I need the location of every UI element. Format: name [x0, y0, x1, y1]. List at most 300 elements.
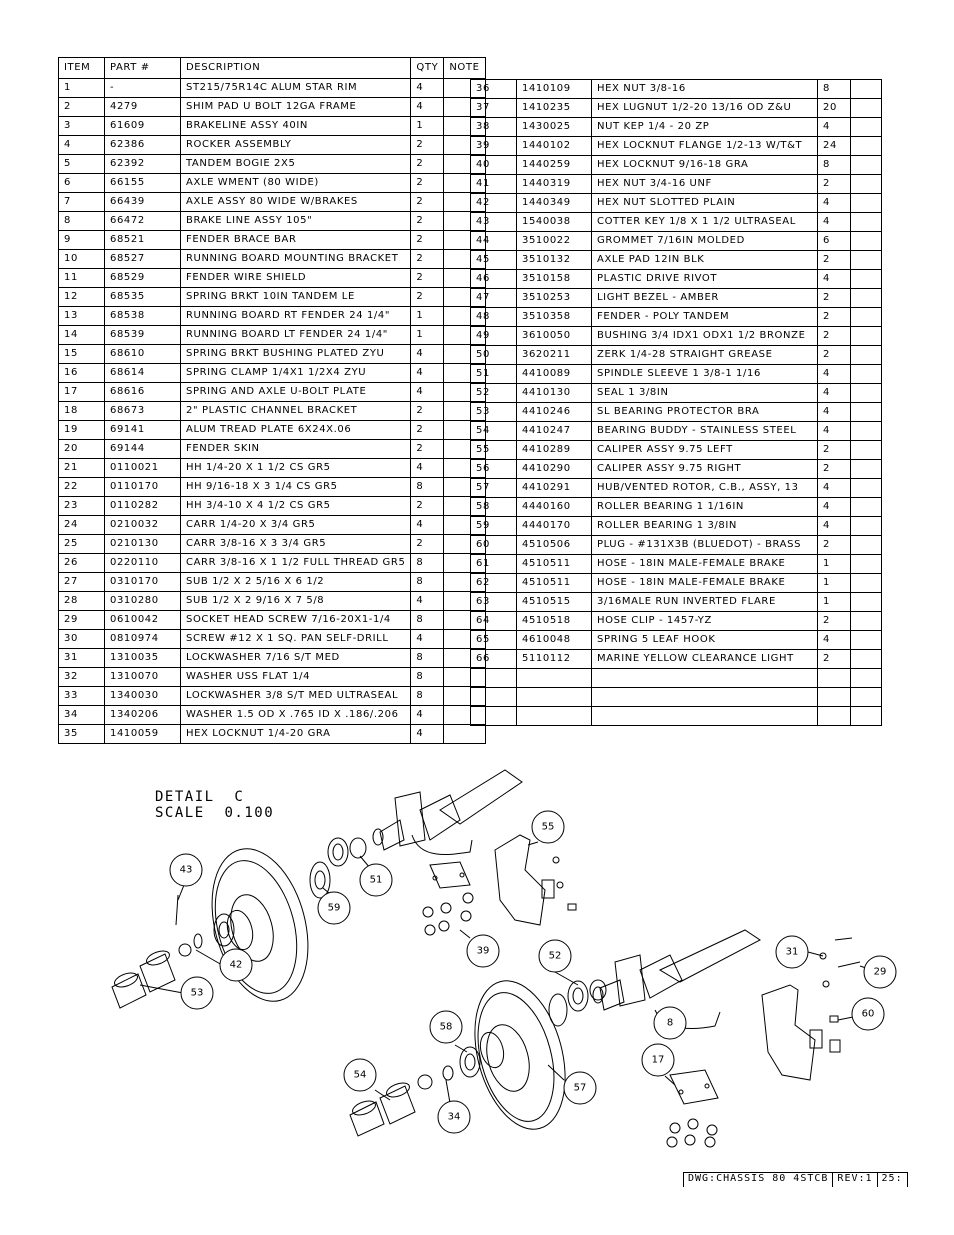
cell-note: [851, 346, 882, 365]
cell-item: 30: [59, 630, 105, 649]
item-balloon: [430, 1011, 462, 1043]
cell-part: 4510511: [517, 555, 592, 574]
svg-text:8: 8: [666, 1017, 674, 1029]
cell-description: CALIPER ASSY 9.75 RIGHT: [592, 460, 818, 479]
svg-text:17: 17: [651, 1054, 665, 1066]
cell-qty: 4: [411, 345, 444, 364]
cell-part: 4510515: [517, 593, 592, 612]
upper-axle-assembly: [373, 770, 522, 888]
cell-description: ZERK 1/4-28 STRAIGHT GREASE: [592, 346, 818, 365]
cell-note: [851, 631, 882, 650]
cell-note: [851, 289, 882, 308]
table-row: [471, 251, 882, 270]
table-row: [471, 422, 882, 441]
svg-text:52: 52: [548, 950, 562, 962]
cell-description: SPRING CLAMP 1/4X1 1/2X4 ZYU: [181, 364, 411, 383]
cell-description: HEX NUT 3/4-16 UNF: [592, 175, 818, 194]
cell-qty: 4: [818, 118, 851, 137]
cell-part: 1410059: [105, 725, 181, 744]
cell-description: AXLE ASSY 80 WIDE W/BRAKES: [181, 193, 411, 212]
cell-qty: 2: [411, 136, 444, 155]
cell-item: 15: [59, 345, 105, 364]
cell-note: [851, 688, 882, 707]
cell-part: 4440160: [517, 498, 592, 517]
cell-note: [851, 517, 882, 536]
cell-qty: 4: [411, 516, 444, 535]
cell-qty: 4: [818, 403, 851, 422]
cell-description: SCREW #12 X 1 SQ. PAN SELF-DRILL: [181, 630, 411, 649]
cell-qty: 2: [411, 288, 444, 307]
cell-description: BUSHING 3/4 IDX1 ODX1 1/2 BRONZE: [592, 327, 818, 346]
cell-item: 40: [471, 156, 517, 175]
cell-item: 13: [59, 307, 105, 326]
cell-item: 66: [471, 650, 517, 669]
table-row: [471, 441, 882, 460]
cell-description: RUNNING BOARD RT FENDER 24 1/4": [181, 307, 411, 326]
cell-note: [851, 99, 882, 118]
svg-text:55: 55: [541, 821, 555, 833]
item-balloon: [642, 1044, 674, 1076]
cell-qty: 8: [411, 668, 444, 687]
cell-item: 8: [59, 212, 105, 231]
cell-part: 4410247: [517, 422, 592, 441]
cell-qty: 2: [818, 460, 851, 479]
table-row: [471, 365, 882, 384]
cell-item: 44: [471, 232, 517, 251]
item-balloon: [181, 977, 213, 1009]
table-row: [59, 573, 486, 592]
svg-text:31: 31: [785, 946, 799, 958]
table-row: [59, 136, 486, 155]
cell-qty: 8: [411, 573, 444, 592]
cell-item: 18: [59, 402, 105, 421]
cell-item: 51: [471, 365, 517, 384]
cell-part: -: [105, 79, 181, 98]
cell-part: 66472: [105, 212, 181, 231]
cell-description: HEX NUT 3/8-16: [592, 80, 818, 99]
table-row: [59, 554, 486, 573]
cell-description: HEX NUT SLOTTED PLAIN: [592, 194, 818, 213]
table-row: [59, 193, 486, 212]
table-header-row: [59, 58, 486, 79]
table-row: [59, 307, 486, 326]
item-balloon: [852, 998, 884, 1030]
cell-item: 39: [471, 137, 517, 156]
cell-qty: 4: [818, 422, 851, 441]
table-row: [59, 421, 486, 440]
table-row: [59, 440, 486, 459]
cell-note: [851, 175, 882, 194]
table-row: [59, 155, 486, 174]
table-row: [59, 706, 486, 725]
cell-item: 26: [59, 554, 105, 573]
table-row: [471, 156, 882, 175]
cell-qty: 4: [818, 498, 851, 517]
cell-item: 7: [59, 193, 105, 212]
exploded-assembly-drawing: [0, 740, 954, 1170]
cell-description: BRAKE LINE ASSY 105": [181, 212, 411, 231]
table-row: [59, 649, 486, 668]
svg-text:43: 43: [179, 864, 193, 876]
cell-item: 12: [59, 288, 105, 307]
cell-qty: 2: [411, 440, 444, 459]
cell-part: 0210130: [105, 535, 181, 554]
header-qty: QTY: [411, 58, 444, 79]
cell-qty: 1: [411, 326, 444, 345]
table-row: [59, 459, 486, 478]
cell-item: 24: [59, 516, 105, 535]
table-row: [471, 707, 882, 726]
item-balloon: [318, 892, 350, 924]
cell-description: FENDER SKIN: [181, 440, 411, 459]
cell-qty: 4: [818, 270, 851, 289]
svg-text:42: 42: [229, 959, 243, 971]
cell-description: PLUG - #131X3B (BLUEDOT) - BRASS: [592, 536, 818, 555]
cell-item: 27: [59, 573, 105, 592]
cell-qty: 8: [818, 156, 851, 175]
cell-item: 19: [59, 421, 105, 440]
cell-item: 45: [471, 251, 517, 270]
cell-qty: 8: [411, 554, 444, 573]
cell-part: 3510358: [517, 308, 592, 327]
cell-part: 62392: [105, 155, 181, 174]
cell-item: 20: [59, 440, 105, 459]
cell-description: RUNNING BOARD LT FENDER 24 1/4": [181, 326, 411, 345]
cell-item: 38: [471, 118, 517, 137]
cell-item: 36: [471, 80, 517, 99]
cell-description: SPRING BRKT 10IN TANDEM LE: [181, 288, 411, 307]
cell-note: [851, 422, 882, 441]
cell-description: SPINDLE SLEEVE 1 3/8-1 1/16: [592, 365, 818, 384]
cell-part: 68538: [105, 307, 181, 326]
table-row: [471, 650, 882, 669]
table-row: [59, 402, 486, 421]
cell-item: 10: [59, 250, 105, 269]
cell-description: TANDEM BOGIE 2X5: [181, 155, 411, 174]
cell-qty: 4: [411, 592, 444, 611]
cell-qty: [818, 669, 851, 688]
cell-part: 4279: [105, 98, 181, 117]
cell-part: 1440102: [517, 137, 592, 156]
cell-qty: 20: [818, 99, 851, 118]
cell-part: 68535: [105, 288, 181, 307]
cell-description: SUB 1/2 X 2 9/16 X 7 5/8: [181, 592, 411, 611]
cell-part: 0810974: [105, 630, 181, 649]
cell-item: 16: [59, 364, 105, 383]
cell-description: ROCKER ASSEMBLY: [181, 136, 411, 155]
table-row: [471, 555, 882, 574]
table-row: [59, 478, 486, 497]
cell-qty: 2: [411, 269, 444, 288]
cell-qty: 4: [818, 384, 851, 403]
cell-qty: 4: [818, 213, 851, 232]
item-balloon: [360, 864, 392, 896]
cell-qty: 2: [411, 155, 444, 174]
svg-text:60: 60: [861, 1008, 875, 1020]
cell-qty: 2: [818, 650, 851, 669]
cell-item: [471, 688, 517, 707]
cell-description: AXLE PAD 12IN BLK: [592, 251, 818, 270]
table-row: [59, 668, 486, 687]
cell-item: 56: [471, 460, 517, 479]
cell-qty: 8: [818, 80, 851, 99]
cell-part: [517, 669, 592, 688]
table-row: [471, 403, 882, 422]
cell-note: [851, 365, 882, 384]
cell-description: WASHER USS FLAT 1/4: [181, 668, 411, 687]
svg-text:29: 29: [873, 966, 887, 978]
cell-qty: 4: [411, 98, 444, 117]
table-row: [471, 308, 882, 327]
cell-part: 1440259: [517, 156, 592, 175]
table-row: [471, 213, 882, 232]
cell-part: 4510518: [517, 612, 592, 631]
cell-part: 0220110: [105, 554, 181, 573]
item-balloon: [438, 1101, 470, 1133]
table-row: [471, 118, 882, 137]
page-number: 25:: [877, 1173, 907, 1187]
cell-description: SPRING AND AXLE U-BOLT PLATE: [181, 383, 411, 402]
cell-item: [471, 669, 517, 688]
cell-part: 3610050: [517, 327, 592, 346]
cell-note: [851, 384, 882, 403]
table-row: [471, 346, 882, 365]
cell-part: 1340206: [105, 706, 181, 725]
table-row: [59, 212, 486, 231]
cell-part: 1440349: [517, 194, 592, 213]
table-row: [471, 536, 882, 555]
item-balloon: [654, 1007, 686, 1039]
cell-qty: 2: [411, 250, 444, 269]
cell-description: HEX LOCKNUT FLANGE 1/2-13 W/T&T: [592, 137, 818, 156]
lug-nuts-lower: [667, 1119, 717, 1147]
cell-item: 9: [59, 231, 105, 250]
cell-part: 69144: [105, 440, 181, 459]
cell-item: 61: [471, 555, 517, 574]
cell-note: [851, 593, 882, 612]
cell-part: 68673: [105, 402, 181, 421]
title-block: [683, 1172, 908, 1187]
cell-note: [851, 118, 882, 137]
cell-part: 5110112: [517, 650, 592, 669]
header-part: PART #: [105, 58, 181, 79]
cell-description: [592, 669, 818, 688]
drawing-number: DWG:CHASSIS 80 4STCB: [688, 1173, 829, 1184]
cell-part: 68539: [105, 326, 181, 345]
table-row: [59, 269, 486, 288]
cell-item: 25: [59, 535, 105, 554]
cell-description: HEX LOCKNUT 1/4-20 GRA: [181, 725, 411, 744]
svg-text:34: 34: [447, 1111, 461, 1123]
cell-item: 53: [471, 403, 517, 422]
cell-description: HH 9/16-18 X 3 1/4 CS GR5: [181, 478, 411, 497]
cell-item: 23: [59, 497, 105, 516]
cell-part: 1410109: [517, 80, 592, 99]
cell-qty: 2: [818, 441, 851, 460]
cell-qty: [818, 688, 851, 707]
cell-item: 47: [471, 289, 517, 308]
cell-qty: 1: [818, 574, 851, 593]
table-row: [471, 612, 882, 631]
cell-item: 31: [59, 649, 105, 668]
cell-item: 33: [59, 687, 105, 706]
cell-qty: 1: [818, 555, 851, 574]
cell-qty: 2: [818, 536, 851, 555]
cell-item: 64: [471, 612, 517, 631]
caliper-lower: [762, 938, 860, 1080]
cell-qty: 1: [818, 593, 851, 612]
item-balloon: [220, 949, 252, 981]
cell-description: FENDER - POLY TANDEM: [592, 308, 818, 327]
table-row: [471, 80, 882, 99]
cell-qty: 8: [411, 649, 444, 668]
cell-note: [851, 156, 882, 175]
cell-description: HUB/VENTED ROTOR, C.B., ASSY, 13: [592, 479, 818, 498]
table-row: [471, 384, 882, 403]
cell-description: WASHER 1.5 OD X .765 ID X .186/.206: [181, 706, 411, 725]
cell-part: 68610: [105, 345, 181, 364]
cell-part: 4510511: [517, 574, 592, 593]
cell-part: 4410246: [517, 403, 592, 422]
cell-description: MARINE YELLOW CLEARANCE LIGHT: [592, 650, 818, 669]
table-row: [59, 288, 486, 307]
cell-description: HEX LOCKNUT 9/16-18 GRA: [592, 156, 818, 175]
cell-part: 0610042: [105, 611, 181, 630]
cell-description: FENDER WIRE SHIELD: [181, 269, 411, 288]
cell-note: [851, 441, 882, 460]
table-row: [59, 364, 486, 383]
cell-part: 0110021: [105, 459, 181, 478]
cell-part: 4410130: [517, 384, 592, 403]
cell-qty: 4: [818, 479, 851, 498]
cell-description: [592, 688, 818, 707]
cell-item: 29: [59, 611, 105, 630]
cell-qty: 1: [411, 117, 444, 136]
table-row: [471, 99, 882, 118]
table-row: [471, 479, 882, 498]
cell-description: BRAKELINE ASSY 40IN: [181, 117, 411, 136]
cell-qty: 8: [411, 611, 444, 630]
table-row: [471, 289, 882, 308]
svg-text:57: 57: [573, 1082, 587, 1094]
bearing-buddy-upper: [112, 948, 175, 1008]
cell-note: [851, 194, 882, 213]
cell-part: 68527: [105, 250, 181, 269]
cell-part: 0310280: [105, 592, 181, 611]
svg-text:58: 58: [439, 1021, 453, 1033]
cell-description: LIGHT BEZEL - AMBER: [592, 289, 818, 308]
parts-list-left: [58, 57, 486, 744]
cell-note: [851, 308, 882, 327]
cell-item: 28: [59, 592, 105, 611]
cell-qty: 8: [411, 687, 444, 706]
cell-item: 6: [59, 174, 105, 193]
cell-note: [851, 479, 882, 498]
cell-qty: 8: [411, 478, 444, 497]
cell-part: 1440319: [517, 175, 592, 194]
table-row: [59, 592, 486, 611]
cell-item: 65: [471, 631, 517, 650]
cell-item: 43: [471, 213, 517, 232]
cell-item: 37: [471, 99, 517, 118]
table-row: [59, 79, 486, 98]
cell-part: [517, 707, 592, 726]
cell-item: 62: [471, 574, 517, 593]
table-row: [59, 231, 486, 250]
cell-description: HH 1/4-20 X 1 1/2 CS GR5: [181, 459, 411, 478]
item-balloon: [776, 936, 808, 968]
cell-description: SPRING BRKT BUSHING PLATED ZYU: [181, 345, 411, 364]
cell-note: [851, 574, 882, 593]
cell-note: [851, 251, 882, 270]
cell-note: [851, 707, 882, 726]
cell-description: HOSE - 18IN MALE-FEMALE BRAKE: [592, 574, 818, 593]
cell-part: 4410289: [517, 441, 592, 460]
item-balloon: [864, 956, 896, 988]
cell-qty: 2: [411, 497, 444, 516]
cell-description: HOSE CLIP - 1457-YZ: [592, 612, 818, 631]
cell-description: ALUM TREAD PLATE 6X24X.06: [181, 421, 411, 440]
table-row: [471, 498, 882, 517]
cell-item: 11: [59, 269, 105, 288]
cell-item: 35: [59, 725, 105, 744]
cell-description: FENDER BRACE BAR: [181, 231, 411, 250]
cell-qty: 2: [411, 193, 444, 212]
item-balloon: [539, 940, 571, 972]
header-description: DESCRIPTION: [181, 58, 411, 79]
cell-part: 68614: [105, 364, 181, 383]
cell-qty: 4: [818, 517, 851, 536]
cell-note: [851, 213, 882, 232]
cell-qty: 4: [411, 364, 444, 383]
cell-description: CARR 1/4-20 X 3/4 GR5: [181, 516, 411, 535]
table-row: [59, 535, 486, 554]
cell-description: 2" PLASTIC CHANNEL BRACKET: [181, 402, 411, 421]
cell-qty: 4: [411, 459, 444, 478]
cell-qty: 4: [411, 630, 444, 649]
cell-item: 1: [59, 79, 105, 98]
cell-part: 3510132: [517, 251, 592, 270]
cell-qty: 1: [411, 307, 444, 326]
svg-text:53: 53: [190, 987, 204, 999]
cell-qty: [818, 707, 851, 726]
cell-part: 4410290: [517, 460, 592, 479]
cell-qty: 2: [818, 612, 851, 631]
table-row: [471, 631, 882, 650]
cell-part: 1410235: [517, 99, 592, 118]
cell-part: 68529: [105, 269, 181, 288]
cell-part: 0110170: [105, 478, 181, 497]
detail-title: DETAIL C: [155, 789, 245, 805]
table-row: [471, 593, 882, 612]
cell-part: 0210032: [105, 516, 181, 535]
table-row: [471, 270, 882, 289]
cell-part: 4440170: [517, 517, 592, 536]
cell-note: [851, 137, 882, 156]
item-balloon: [170, 854, 202, 886]
cell-part: 1340030: [105, 687, 181, 706]
cell-item: 41: [471, 175, 517, 194]
table-row: [59, 345, 486, 364]
cell-item: 22: [59, 478, 105, 497]
cell-description: CARR 3/8-16 X 1 1/2 FULL THREAD GR5: [181, 554, 411, 573]
cell-part: 3510158: [517, 270, 592, 289]
table-row: [59, 687, 486, 706]
cell-item: 42: [471, 194, 517, 213]
cell-part: 0110282: [105, 497, 181, 516]
table-row: [471, 327, 882, 346]
cell-qty: 2: [411, 212, 444, 231]
